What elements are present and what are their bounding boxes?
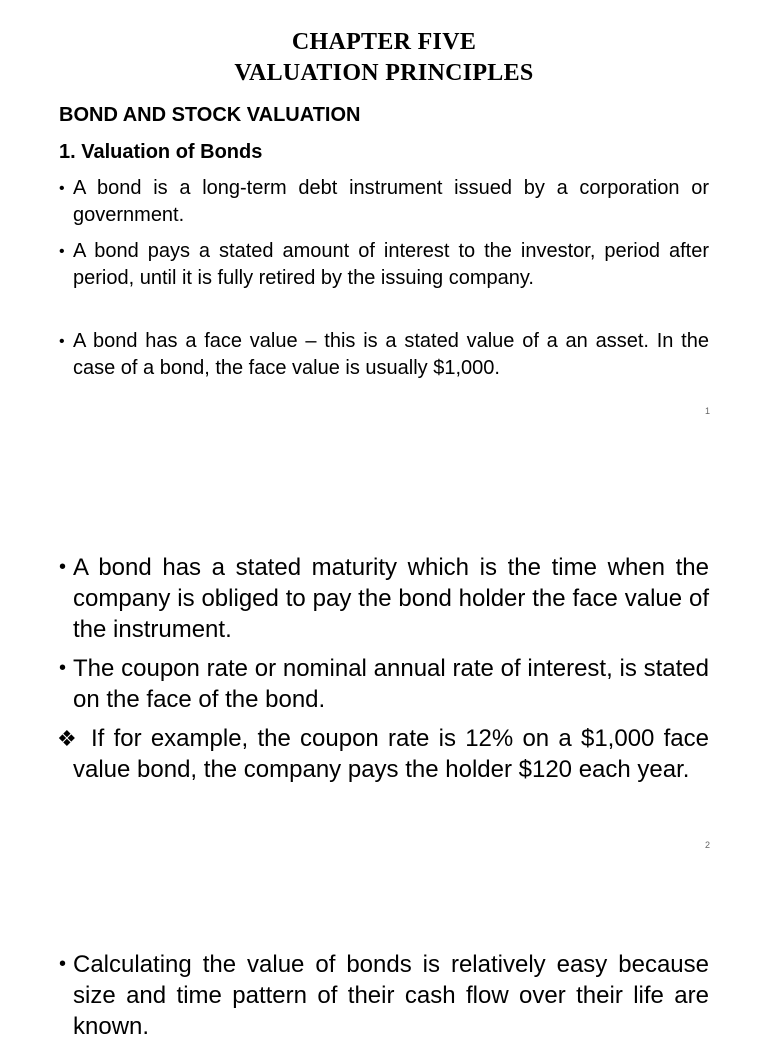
page-number: 1 — [704, 406, 710, 416]
slide-1 — [0, 0, 768, 430]
slide-3 — [0, 940, 768, 1040]
bullet-item — [59, 552, 709, 645]
bullet-item — [59, 949, 709, 1042]
example-text: If for example, the coupon rate is 12% on a $1,000 face value bond, the company pays the holder $120 each year. — [73, 725, 709, 783]
diamond-bullet-icon: ❖ — [57, 726, 77, 751]
slide-2 — [0, 540, 768, 860]
section-heading: BOND AND STOCK VALUATION — [59, 104, 361, 126]
bullet-icon: • — [59, 180, 65, 197]
bullet-text: A bond pays a stated amount of interest to the investor, period after period, until it is fully retired by the issuing company. — [73, 240, 709, 289]
bullet-text: A bond has a face value – this is a stated value of a an asset. In the case of a bond, the face value is usually $1,000. — [73, 330, 709, 379]
bullet-icon: • — [59, 556, 67, 578]
bullet-text: A bond is a long-term debt instrument issued by a corporation or government. — [73, 177, 709, 226]
bullet-text: A bond has a stated maturity which is the time when the company is obliged to pay the bond holder the face value of the instrument. — [73, 554, 709, 643]
chapter-title: CHAPTER FIVE — [291, 29, 477, 55]
example-item — [59, 723, 709, 785]
bullet-icon: • — [59, 333, 65, 350]
chapter-subtitle: VALUATION PRINCIPLES — [234, 60, 534, 86]
bullet-item — [59, 653, 709, 715]
bullet-icon: • — [59, 657, 67, 679]
page-number: 2 — [704, 840, 710, 850]
bullet-icon: • — [59, 953, 67, 975]
bullet-icon: • — [59, 243, 65, 260]
subsection-heading: 1. Valuation of Bonds — [59, 141, 263, 163]
bullet-item — [59, 328, 709, 382]
bullet-item — [59, 238, 709, 292]
bullet-text: The coupon rate or nominal annual rate of interest, is stated on the face of the bond. — [73, 655, 709, 713]
bullet-item — [59, 175, 709, 229]
bullet-text: Calculating the value of bonds is relatively easy because size and time pattern of their cash flow over their life are known. — [73, 951, 709, 1040]
